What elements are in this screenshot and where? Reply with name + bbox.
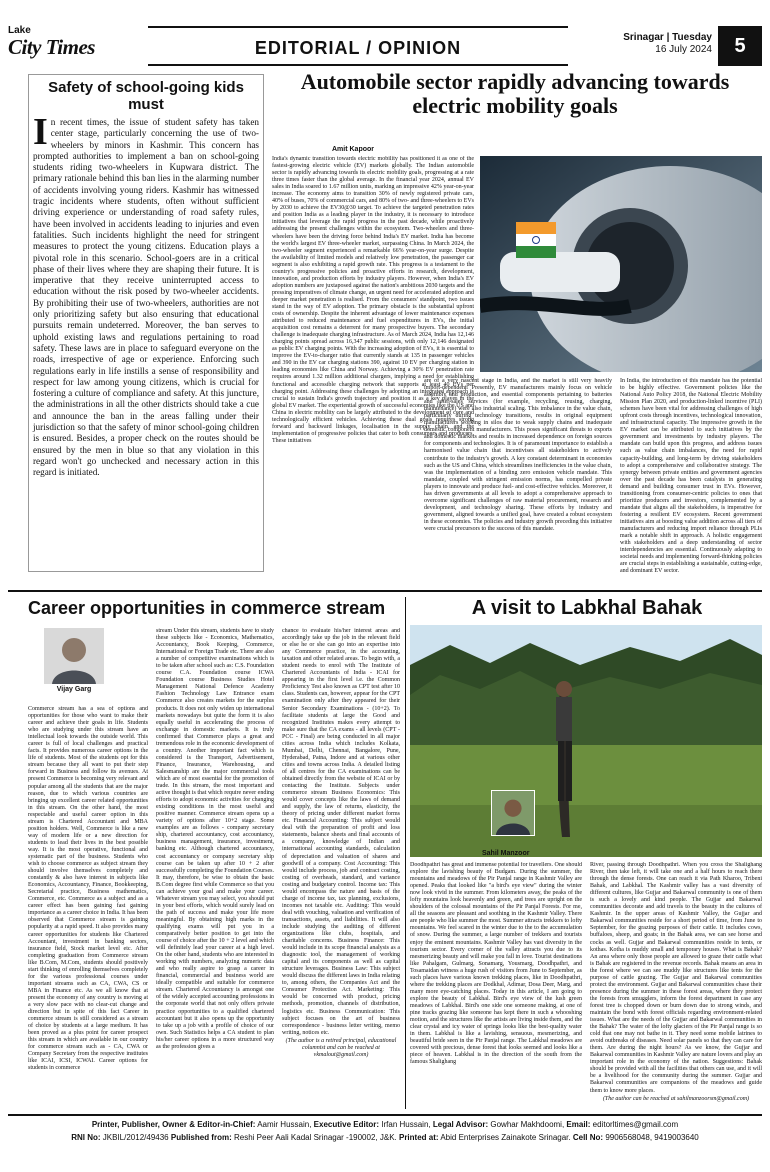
meadow-illustration (410, 625, 762, 857)
email-address: editorltimes@gmail.com (592, 1120, 679, 1129)
label-published-from: Published from: (170, 1133, 232, 1142)
label-legal-advisor: Legal Advisor: (432, 1120, 489, 1129)
author-photo-vijay (44, 628, 104, 684)
imprint-line-1 (8, 1118, 762, 1131)
labkhal-col-1-text: Doodhpathri has great and immense potential for travellers. One should explore the lavishing beauty of Budgam. During the summer, the mountains and meadows of the Pir Panjal range in Kashmir Valley are opened. Peaks that looked like "a bird's eye view" during the winter now look vivid in the summer. From kilometers away, the peaks of the lofty mountains look heavenly and green, and trees are upright on the shoulders of the colossal mountains of the Pir Panjal Forests. For me, all the seasons are pleasant and soothing in the Kashmir Valley. There are people who like summer the most. Summer attracts trekkers to lofty mountains. We feel scared in the winter due to the to the accumulation of snow. During the summer, a large number of trekkers and tourists enjoy the eminent mountains. Kashmir Valley has vast diversity in the tourism sector. Every corner of the valley attracts you due to its mesmerizing beauty and will make you fall in love. Tourist destinations like Pahalgam, Gulmarg, Sonamarg, Yousmarg, Doodhpathri, and Tosamaidan witness a huge rush of visitors from June to September, as such places have various known trekking places, like in Doodhpathri, where the trekking places are Dodkhal, Adimar, Dosa Deer, Marg, and many more eye-catching places. Today in this article, I am going to explore the beauty of Labkhal. Bird's eye view of the lush green meadows of Labkhal. Bird's one side one someone making, at one of pine tracks grazing like someone has kept there in such a whooshing motion, and the structures like the artists are living inside them, and the clear crystal and icy water of springs looks like the best-quality water in them. Labkhal is like a lavishing, sensuous, mesmerizing, and beautiful bride seen in the Pir Panjal range. The Labkhal meadows are covered with precious, dense forest that looks seemed and looks like a piece of heaven. Labkhal is in the direction of the south from the famous Shalighang (410, 862, 582, 1066)
labkhal-col-2-text: River, passing through Doodhpathri. When you cross the Shalighang River, then take left, it will take one and a half hours to reach there through the dense forests. One can reach it via Path Kharoo, Tribeni Bahak, and Labkhal. The Kashmir valley has a vast diversity of different cultures, like Gujjar and Bakarwal community is one of them is such a lovely and kind people. The Gujjar and Bakarwal communities decorate and add travels to the beauty in the cultures of Kashmir. In the upper areas of Kashmir Valley, the Gujjar and Bakarwal communities reside for a short period of time, from June to September, for the grazing purposes of their cattle. It includes cows, buffaloes, sheep, and goats; in the Bahak area, we can see horse and cocks as well. Gujjar and Bakarwal communities reside in tents, or kothas. Kotha is muddy small and temporary houses. What is Bahak? An area where only those people are allowed to graze their cattle what is Bahak are registered in the revenue records. Bahak means an area in the forest where we can see muddy like structures like tents for the purpose of cattle grazing. The Gujjar and Bakarwal communities protect the environment. Gujjar and Bakarwal communities chase their presence during the summer in these forest areas, where they protect the forests from smugglers, inform the forest department in case any forest tree is chopped down or burn down due to strong winds, and maintain the bond with forest officials regarding environment-related issues. What are the needs of the Gujjar and Bakarwal communities in the Bahak? The water of the lofty glaciers of the Pir Panjal range is so cold that one may not bathe in it. They need some mobile latrines to avoid outbreaks of diseases. Need solar panels so that they can care for them. Are during the night hours? As we know, the Gujjar and Bakarwal communities in Kashmir Valley are nature lovers and play an important role in the economy of the nation. Suggestions: Bahak should be provided with all the facilities that others can use, and it will be a livelihood for the community during the summer. Gujjar and Bakarwal communities are companions of the meadows and guide them to know more places. (590, 862, 762, 1094)
editorial-box (28, 74, 264, 572)
imprint-line-2 (8, 1131, 762, 1144)
career-author: Vijay Garg (56, 686, 92, 693)
labkhal-author: Sahil Manzoor (482, 850, 530, 857)
career-col-2 (156, 628, 274, 1106)
logo-top-word: Lake (8, 25, 31, 36)
main-article-col-2-text: are of a very nascent stage in India, and the market is still very heavily import-dependent. Presently, EV manufacturers mainly focus on vehicle assembly and production, and essential components pertaining to batteries and after-sales services (for example, recycling, reusing, charging, maintenance) were also industrial scaling. This imbalance in the value chain, particularly during technology transitions, results in original equipment manufacturers working in silos due to weak supply chains and inadequate domestic component manufacturers. This poses significant threats to exports and domestic markets and results in increased dependence on foreign sources for components and technologies. It is of paramount importance to establish a harmonised value chain that incentivises all stakeholders to actively contribute to the industry's growth. A key constant determinant in economies such as the US and China, which streamlines inefficiencies in the value chain, was the implementation of a binding zero emission vehicle mandate. This mandate, coupled with stringent emission norms, has compelled private players to innovate and produce fuel- and cost-effective vehicles. Moreover, it has driven governments at all levels to adopt a comprehensive approach to overcome significant challenges of raw material procurement, research and development, and technology sharing. These efforts by industry and government, aligned towards a unified goal, have created a robust ecosystem in these economies. The policies and industry growth preceding this initiative were crucial precursors to the success of this mandate. (424, 378, 612, 532)
published-from-address: Reshi Peer Aali Kadal Srinagar -190002, J&K. (233, 1133, 397, 1142)
executive-editor-name: Irfan Hussain, (381, 1120, 431, 1129)
labkhal-col-2 (590, 862, 762, 1108)
legal-advisor-name: Gowhar Makhdoomi, (490, 1120, 565, 1129)
author-photo-sahil (491, 790, 535, 836)
career-col-1-text: Commerce stream has a sea of options and opportunities for those who want to make their career and achieve their goals in life. Students who are studying under this stream have an intellectual look towards the outside world. This career is full of local challenges and practical facts. It provides numerous career options in the life of students. Most of the students opt for this stream because they all want to put their step forward in Business and follow its avenues. At present Commerce is becoming very relevant and popular among all the students that are the major reason, due to which various countries are bringing up excellent career related opportunities in this stream. On the other hand, the most respectable and useful career option in this stream is Chartered Accountant and MBA position holders. Well, Commerce is like a new way of modern life or a new direction for students to lead their lives in the best possible way. It is the most operative, functional and systematic part of the business. Students who wish to choose commerce as subject stream they should involve themselves completely and constantly & also have interest in subjects like Economics, Accountancy, Finance, Bookkeeping, Secretarial practice, Business mathematics, Commerce, etc. Commerce as a subject and as a career effect has been gaining fast gaining importance as a career choice in India. It has been observed that Commerce stream is gaining popularity at a rapid speed. It also provides many career opportunities for students like Chartered Accountant, investment in banking sectors, insurance field, Stock market level etc. After completing graduation from Commerce stream like B.Com, M.Com, students should positively start thinking of enrolling themselves completely for the various professional courses under important streams such as CA, CWA, CS or MBA in Finance etc. As we all know that at present the economy of any country is moving at a very slow pace with no clear-cut change and direction but in spite of this fact Career in commerce stream is still considered as a stream of choice by students at a large medium. It has been proved as a plus point for career prospect this stream in which are available in our country for commerce stream such as - CA, CWA or Company Secretary from the respective institutes like ICAI, ICSI, ICWAI. Career options for students in commerce (28, 706, 148, 1072)
section-title: EDITORIAL / OPINION (148, 26, 568, 66)
label-printer: Printer, Publisher, Owner & Editor-in-Chief: (91, 1120, 256, 1129)
imprint-footer (8, 1114, 762, 1160)
ev-charger-illustration (480, 156, 762, 372)
main-article-col-2 (424, 378, 612, 584)
career-headline: Career opportunities in commerce stream (28, 598, 386, 618)
main-headline: Automobile sector rapidly advancing towards electric mobility goals (300, 69, 730, 118)
drop-cap: I (33, 111, 48, 153)
labkhal-col-1 (410, 862, 582, 1108)
section-divider (8, 590, 762, 592)
dateline-date: 16 July 2024 (655, 44, 712, 55)
career-col-3-text: chance to evaluate his/her interest areas and accordingly take up the job in the relevant field or else he or she can go into an expertise into any Commerce practice, in the accounting, taxation and other related areas. To begin with, a student needs to enrol with The Institute of Chartered Accountants of India - ICAI for appearing in the first level i.e. the Common Proficiency Test also known as CPT test after 10 class. Students can, however, appear for the CPT examination only after they appeared for their Senior Secondary Examinations - (10+2). To facilitate students at large the Good and recognized Institutes makes every attempt to make sure that the CA exams - all levels (CPT - PCC - Final) are being conducted in all major cities across India which includes Kolkata, Mumbai, Delhi, Chennai, Bangalore, Pune, Hyderabad, Patna, Indore and at various other cities and towns across India. A detailed listing of all centres for the CA examinations can be obtained directly from the website of ICAI or by contacting the Institute. Subjects under commerce stream Business Economics: This would cover concepts like the laws of demand and supply, the law of returns, elasticity, the theory of pricing under different market forms etc. Financial Accounting: This subject would deal with the preparation of profit and loss statements, balance sheets and final accounts of a company, knowledge of Indian and international accounting standards, calculation of depreciation and valuation of shares and goodwill of a company. Cost Accounting: This would include process, job and contract costing, costing of overheads, standard, and variance costing and budgetary control. Income tax: This would encompass the nature and basis of the charge of income tax, tax planning, exclusions, incomes not taxable etc. Auditing: This would deal with vouching, valuation and verification of transactions, assets, and liabilities. It will also include studying the auditing of different organizations like clubs, hospitals, and charitable concerns. Business Finance: This would include in its scope financial analysis as a diagnostic tool, the management of working capital and its components as well as capital structure leverages. Business Law: This subject would discuss the different laws in India relating to, among others, the Companies Act and the Consumer Protection Act. Marketing: This would be concerned with product, pricing methods, promotion, channels of distribution, logistics etc. Business Communication: This subject focuses on the art of business correspondence - business letter writing, memo writing, notices etc. (282, 628, 400, 1036)
main-article-col-3 (620, 378, 762, 584)
editorial-text: n recent times, the issue of student safety has taken center stage, particularly concerning the use of two-wheelers by minors in Kashmir. This concern has prompted authorities to implement a ban on school-going students riding two-wheelers in Kupwara district. The primary rationale behind this ban lies in the alarming number of accidents involving young riders. Kashmir has witnessed tragic incidents where students, often without sufficient driving experience or understanding of road safety rules, have been involved in accidents leading to injuries and even fatalities. Such incidents highlight the need for stringent measures to protect the young citizens. Education plays a pivotal role in this scenario. School-goers are in a critical phase of their lives where they are shaping their future. It is imperative that they receive uninterrupted access to education without the risk posed by two-wheeler accidents. By prohibiting their use of two-wheelers, authorities are not only prioritizing safety but also ensuring that educational pursuits remain undeterred. Moreover, the ban serves to uphold existing laws and regulations pertaining to road safety. These laws are in place to safeguard everyone on the roads, irrespective of age or experience. Enforcing such regulations early in life instills a sense of responsibility and respect for law among young citizens, which is crucial for fostering a culture of compliance and safety. At this juncture, the administrations in all the other districts should take a cue and announce the ban in the areas falling under their jurisdiction so that the safety of minor school-going children is ensured. Besides, a proper check on the routes should be ensured by the men in blue so that any violation in this regard won't go unchecked and necessary action in this regard is initiated. (33, 117, 259, 478)
dateline-city: Srinagar | Tuesday (623, 32, 712, 43)
career-col-1 (28, 706, 148, 1106)
labkhal-author-note: (The author can be reached at sahilmanzoorsm@gmail.com) (602, 1095, 750, 1102)
meadow-photo (410, 625, 762, 857)
label-email: Email: (566, 1120, 591, 1129)
logo-main-word: City Times (8, 35, 95, 59)
ev-charging-photo (480, 156, 762, 372)
printer-name: Aamir Hussain, (257, 1120, 312, 1129)
rni-number: JKBIL/2012/49436 (102, 1133, 169, 1142)
editorial-title: Safety of school-going kids must (48, 79, 244, 113)
label-rni: RNI No: (71, 1133, 101, 1142)
column-divider (405, 597, 406, 1109)
page-number: 5 (718, 26, 762, 66)
printed-at-address: Abid Enterprises Zainakote Srinagar. (440, 1133, 571, 1142)
cell-numbers: 9906568048, 9419003640 (605, 1133, 699, 1142)
label-executive-editor: Executive Editor: (313, 1120, 380, 1129)
label-printed-at: Printed at: (398, 1133, 439, 1142)
main-article-col-1-text: India's dynamic transition towards electric mobility has positioned it as one of the fastest-growing electric vehicle (EV) markets globally. The Indian automobile sector is rapidly advancing towards its electric mobility goals, progressing at a rate three times faster than the global average. In the financial year 2024, annual EV sales in India soared to 1.67 million units, marking an impressive 42% year-on-year increase. The economy aims to transition 30% of newly registered private cars, 40% of buses, 70% of commercial cars, and 80% of two- and three-wheelers to EVs by 2030 to achieve the EV30@30 target. To achieve the targeted penetration rates and position India as a leading player in the industry, it is necessary to introduce initiatives that leverage the rapid progress in the past decade, while proactively addressing the present challenges within the ecosystem. Two-wheelers and three-wheelers have been the driving force behind India's EV market. India has become the world's largest EV three-wheeler market, surpassing China. In March 2024, the two-wheeler segment experienced a remarkable 66% year-on-year surge. Despite the availability of limited models and relatively low penetration, the passenger car segment is also exhibiting a rapid growth rate. This progress is a testament to the country's progressive policies and proactive efforts in research, development, innovation, and production efforts by industry players. However, when India's EV adoption numbers are juxtaposed against the nation's ambitious 2030 targets and the pressing imperatives of climate change, an urgent need for accelerated adoption and deeper market penetration is realised. From the consumers' standpoint, two issues stand in the way of EV adoption. The primary obstacle is the substantial upfront costs of ownership. Despite the inherent advantage of lower maintenance expenses attributed to reduced maintenance and fuel expenditures in EVs, the initial acquisition cost remains a deterrent for many prospective buyers. The secondary challenge is inadequate charging infrastructure. As of March 2024, India has 12,146 charging points spread across 16,347 public sessions, with only 12,146 designated as public EV charging points. With the increasing adoption of EVs, it is essential to improve the EV-to-charger ratio that currently stands at 135 in passenger vehicles and 390 in the EV car charging stations 390, against 10 EV per charging station in leading economies like China and Norway. Achieving a 30% EV penetration rate requires around 1.32 million additional chargers, implying a need for establishing functional and accessible charging network that supports at least 40 EVs per charging point. Addressing these challenges by adopting an integrated approach is crucial to sustain India's growth trajectory and position it as a key player in the global EV market. The experiential growth of successful economies like the US and China in electric mobility can be largely attributed to the development of core and technologically efficient vehicles. Achieving these dual goals requires strong forward and backward linkages, localisation in the supply chain, and the implementation of progressive policies that cater to both consumers and producers. These initiatives (272, 156, 474, 444)
main-author: Amit Kapoor (332, 146, 374, 153)
career-col-2-text: stream Under this stream, students have to study these subjects like - Economics, Mathematics, Accountancy, Book Keeping, Commerce, International or Foreign Trade etc. There are also a number of competitive examinations which is to be taken after school such as: C.S. Foundation course C.A. Foundation course ICWA Foundation course Business Studies Hotel Management National Defence Academy Fashion Technology Law Entrance exam Commerce also creates markets for the surplus products. It does not only widen up international markets nowadays but quite the form it is also equally useful in accelerating the process of exchange in domestic markets. It is truly confirmed that Commerce plays a great and tremendous role in the economic development of a country. Another important fact which is considered is the Transport, Advertisement, Finance, Insurance, Warehousing, and Salesmanship are the major commercial tools which are of most essential for the promotion of trade. In this stream, the most important and active thought is that which require never ending efforts to adopt economic activities for changing existing conditions in the most useful and positive manner. Commerce stream opens up a variety of options after 10+2 stage. Some examples are as follows - company secretary ship, chartered accountancy, cost accountancy, business management, insurance, investment, banking etc. Although chartered accountancy, cost accountancy or company secretary ship course can be taken up after 10 + 2 after successfully completing the Foundation Courses. It may, therefore, be wise to obtain the basic B.Com degree first while Commerce so that you can achieve your goal and make your career. Whatever stream you may select, you should put in your best efforts, which would surely lead on the path of success and make your life more meaningful. By obtaining high marks in the qualifying exams will put you in a comparatively better position to get into the course of choice after the 10 + 2 level and which will definitely lead your career at a high level. On the other hand, students who are interested in working with numbers, analyzing numeric data and who really aspire to grasp a career in financial, commercial and business world are ideally compatible and suitable for commerce stream. Chartered Accountancy is amongst one of the widely accepted accounting professions in the corporate world that not only offers private practice opportunities to a qualified chartered accountant but it also opens up the opportunity to take up a job with a profile of choice of our own. Such Statistics helps a CA student to plan his/her career options in a more structured way as the profession gives a (156, 628, 274, 1050)
editorial-body (33, 111, 259, 479)
main-article-col-3-text: In India, the introduction of this mandate has the potential to be highly effective. Government policies like the National Auto Policy 2018, the National Electric Mobility Mission Plan 2020, and production-linked incentive (PLI) schemes have been vital for addressing challenges of high upfront costs through incentives, technological innovation, and infrastructural capacity. The impressive growth in the EV market can be attributed to such initiatives by the government and investments by industry players. The mandate can build upon this progress, and address issues such as value chain imbalances, the need for rapid capacity-building, and long-term by driving stakeholders to adopt a comprehensive and collaborative strategy. The synergy between private entities and government agencies over the past decade has been catalysts in generating demand and building consumer trust in EVs. However, transitioning from consumer-centric policies to ones that prioritize producers and investors, complemented by a mandate that aligns all the stakeholders, is imperative for fostering a resilient EV ecosystem. Recent government initiatives aim at boosting value addition across all tiers of manufacturers and reducing import reliance through PLIs mark a notable shift in approach. A holistic engagement with stakeholders and a deep understanding of sector interdependencies are essential. Continuously adapting to societal needs and implementing forward-thinking policies are crucial steps in establishing a sustainable, cutting-edge, and dominant EV sector. (620, 378, 762, 575)
newspaper-logo (8, 26, 140, 66)
labkhal-headline: A visit to Labkhal Bahak (471, 597, 703, 619)
label-cell: Cell No: (572, 1133, 604, 1142)
masthead (8, 26, 762, 66)
career-col-3 (282, 628, 400, 1106)
dateline (592, 32, 712, 56)
career-author-note: (The author is a retired principal, educational columnist and can be reached at vkmalout@gmail.com) (285, 1037, 397, 1058)
